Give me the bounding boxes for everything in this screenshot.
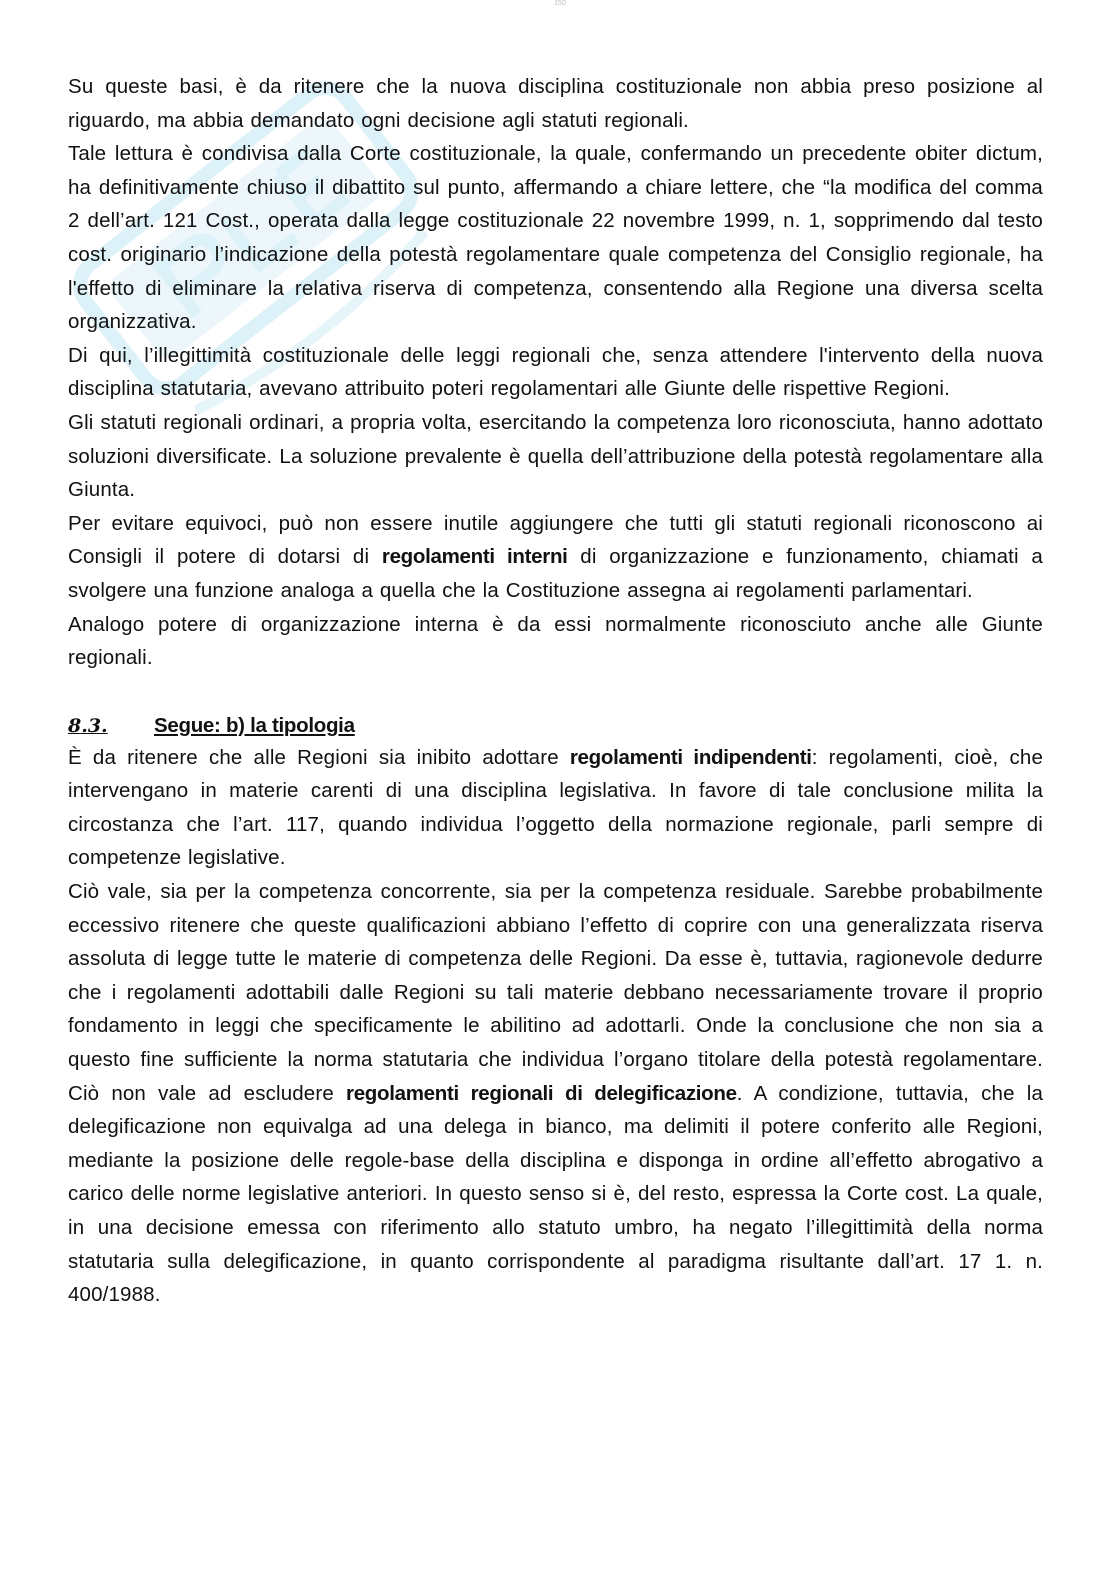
section-heading	[68, 711, 1043, 741]
paragraph	[68, 875, 1043, 1312]
section-number: 8.3.	[68, 714, 108, 737]
paragraph: Tale lettura è condivisa dalla Corte costituzionale, la quale, confermando un precedente obiter dictum, ha definitivamente chiuso il dibattito sul punto, affermando a chiare lettere, che “la modifica del comma 2 dell’art. 121 Cost., operata dalla legge costituzionale 22 novembre 1999, n. 1, sopprimendo dal testo cost. originario l’indicazione della potestà regolamentare quale competenza del Consiglio regionale, ha l'effetto di eliminare la relativa riserva di competenza, consentendo alla Regione una diversa scelta organizzativa.	[68, 142, 1043, 334]
text-run: : regolamenti, cioè, che intervengano in materie carenti di una disciplina legislativa. In favore di tale conclusione milita la circostanza che l’art. 117, quando individua l’oggetto della normazione regionale, parli sempre di competenze legislative.	[68, 745, 1044, 870]
section-title: Segue: b) la tipologia	[154, 713, 355, 737]
text-run: È da ritenere che alle Regioni sia inibito adottare	[68, 745, 570, 769]
paragraph: Analogo potere di organizzazione interna è da essi normalmente riconosciuto anche alle Giunte regionali.	[68, 612, 1043, 670]
bold-term: regolamenti regionali di delegificazione	[346, 1081, 737, 1105]
page-number: 150	[554, 0, 566, 7]
paragraph: Gli statuti regionali ordinari, a propria volta, esercitando la competenza loro riconosciuta, hanno adottato soluzioni diversificate. La soluzione prevalente è quella dell’attribuzione della potestà regolamentare alla Giunta.	[68, 410, 1043, 502]
bold-term: regolamenti indipendenti	[569, 745, 812, 769]
text-run: Ciò vale, sia per la competenza concorrente, sia per la competenza residuale. Sarebbe probabilmente eccessivo ritenere che queste qualificazioni abbiano l’effetto di coprire con una generalizzata riserva assoluta di legge tutte le materie di competenza delle Regioni. Da esse è, tuttavia, ragionevole dedurre che i regolamenti adottabili dalle Regioni su tali materie debbano necessariamente trovare il proprio fondamento in leggi che specificamente le abilitino ad adottarli. Onde la conclusione che non sia a questo fine sufficiente la norma statutaria che individua l’organo titolare della potestà regolamentare. Ciò non vale ad escludere	[68, 880, 1043, 1105]
bold-term: regolamenti interni	[381, 545, 568, 569]
text-run: . A condizione, tuttavia, che la delegificazione non equivalga ad una delega in bianco, ma delimiti il potere conferito alle Regioni, mediante la posizione delle regole-base della disciplina e disponga in ordine all’effetto abrogativo a carico delle norme legislative anteriori. In questo senso si è, del resto, espressa la Corte cost. La quale, in una decisione emessa con riferimento allo statuto umbro, ha negato l’illegittimità della norma statutaria sulla delegificazione, in quanto corrispondente al paradigma risultante dall’art. 17 1. n. 400/1988.	[68, 1081, 1043, 1307]
paragraph: Su queste basi, è da ritenere che la nuova disciplina costituzionale non abbia preso posizione al riguardo, ma abbia demandato ogni decisione agli statuti regionali.	[68, 75, 1043, 132]
paragraph	[68, 507, 1043, 608]
document-body	[68, 70, 1043, 1312]
text-run: Per evitare equivoci, può non essere inutile aggiungere che tutti gli statuti regionali riconoscono ai Consigli il potere di dotarsi di	[68, 511, 1043, 569]
paragraph	[68, 741, 1043, 875]
text-run: di organizzazione e funzionamento, chiamati a svolgere una funzione analoga a quella che la Costituzione assegna ai regolamenti parlamentari.	[68, 545, 1043, 602]
paragraph: Di qui, l’illegittimità costituzionale delle leggi regionali che, senza attendere l'intervento della nuova disciplina statutaria, avevano attribuito poteri regolamentari alle Giunte delle rispettive Regioni.	[68, 343, 1043, 401]
